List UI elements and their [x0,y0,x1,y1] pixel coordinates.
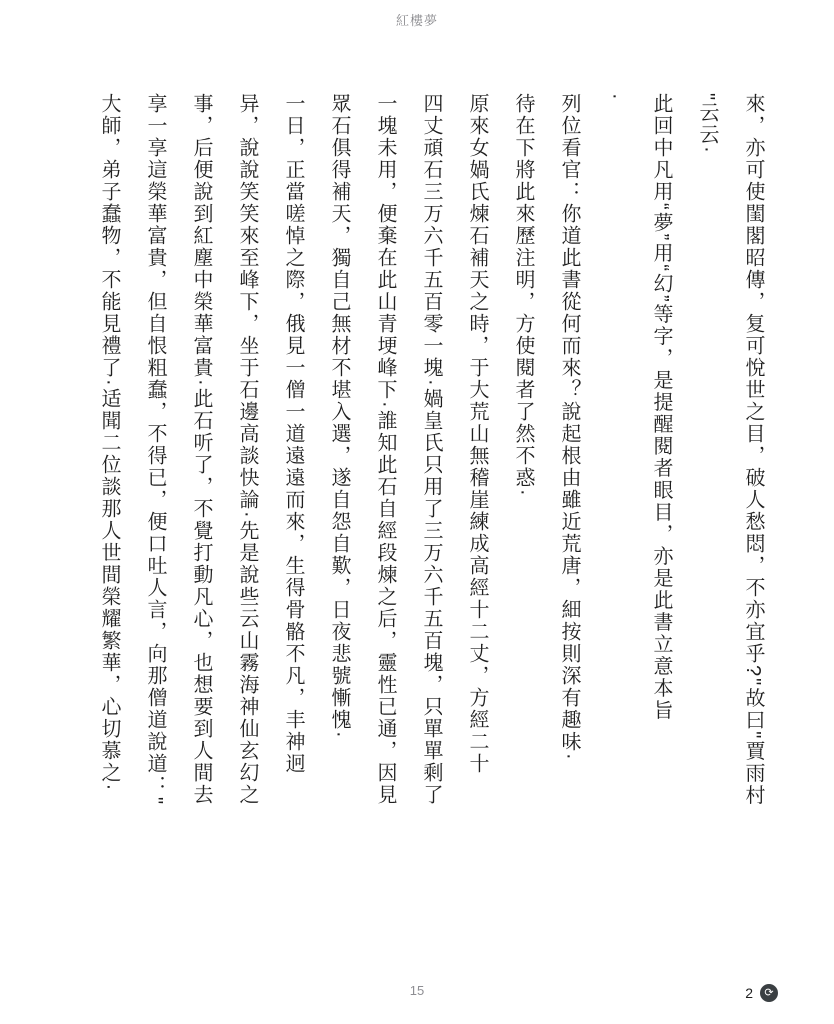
text-column: "云云· [696,93,718,155]
text-column: 待在下將此來歷注明，方使閱者了然不惑· [512,93,534,498]
text-column: 此回中凡用“夢”用“幻”等字，是提醒閱者眼目，亦是此書立意本旨 [650,93,672,722]
text-column: 一塊未用，便棄在此山青埂峰下·誰知此石自經段煉之后，靈性已通，因見 [374,93,396,806]
text-column: 享一享這榮華富貴，但自恨粗蠢，不得已，便口吐人言，向那僧道說道：" [144,93,166,807]
text-column: 事，后便說到紅塵中榮華富貴·此石听了，不覺打動凡心，也想要到人間去 [190,93,212,806]
text-column: 列位看官：你道此書從何而來？說起根由雖近荒唐，細按則深有趣味· [558,93,580,762]
text-column: · [604,93,626,102]
sync-progress-icon[interactable]: ⟳ [760,984,778,1002]
text-column: 四丈頑石三万六千五百零一塊·媧皇氏只用了三万六千五百塊，只單單剩了 [420,93,442,806]
vertical-text-block [86,93,776,806]
book-title-header: 紅樓夢 [395,13,438,28]
footer-progress-group [745,984,778,1002]
text-column: 眾石俱得補天，獨自己無材不堪入選，遂自怨自歎，日夜悲號慚愧· [328,93,350,740]
text-column: 大師，弟子蠢物，不能見禮了·适聞二位談那人世間榮耀繁華，心切慕之· [98,93,120,793]
text-column: 异，說說笑笑來至峰下，坐于石邊高談快論·先是說些云山霧海神仙玄幻之 [236,93,258,806]
page-number: 15 [409,983,425,998]
text-column: 一日，正當嗟悼之際，俄見一僧一道遠遠而來，生得骨骼不凡，丰神迥 [282,93,304,775]
text-column: 原來女媧氏煉石補天之時，于大荒山無稽崖練成高經十二丈，方經二十 [466,93,488,775]
text-column: 來，亦可使閨閣昭傳，复可悅世之目，破人愁悶，不亦宜乎?"故曰"賈雨村 [742,93,764,807]
chapter-progress-number: 2 [745,985,753,1001]
